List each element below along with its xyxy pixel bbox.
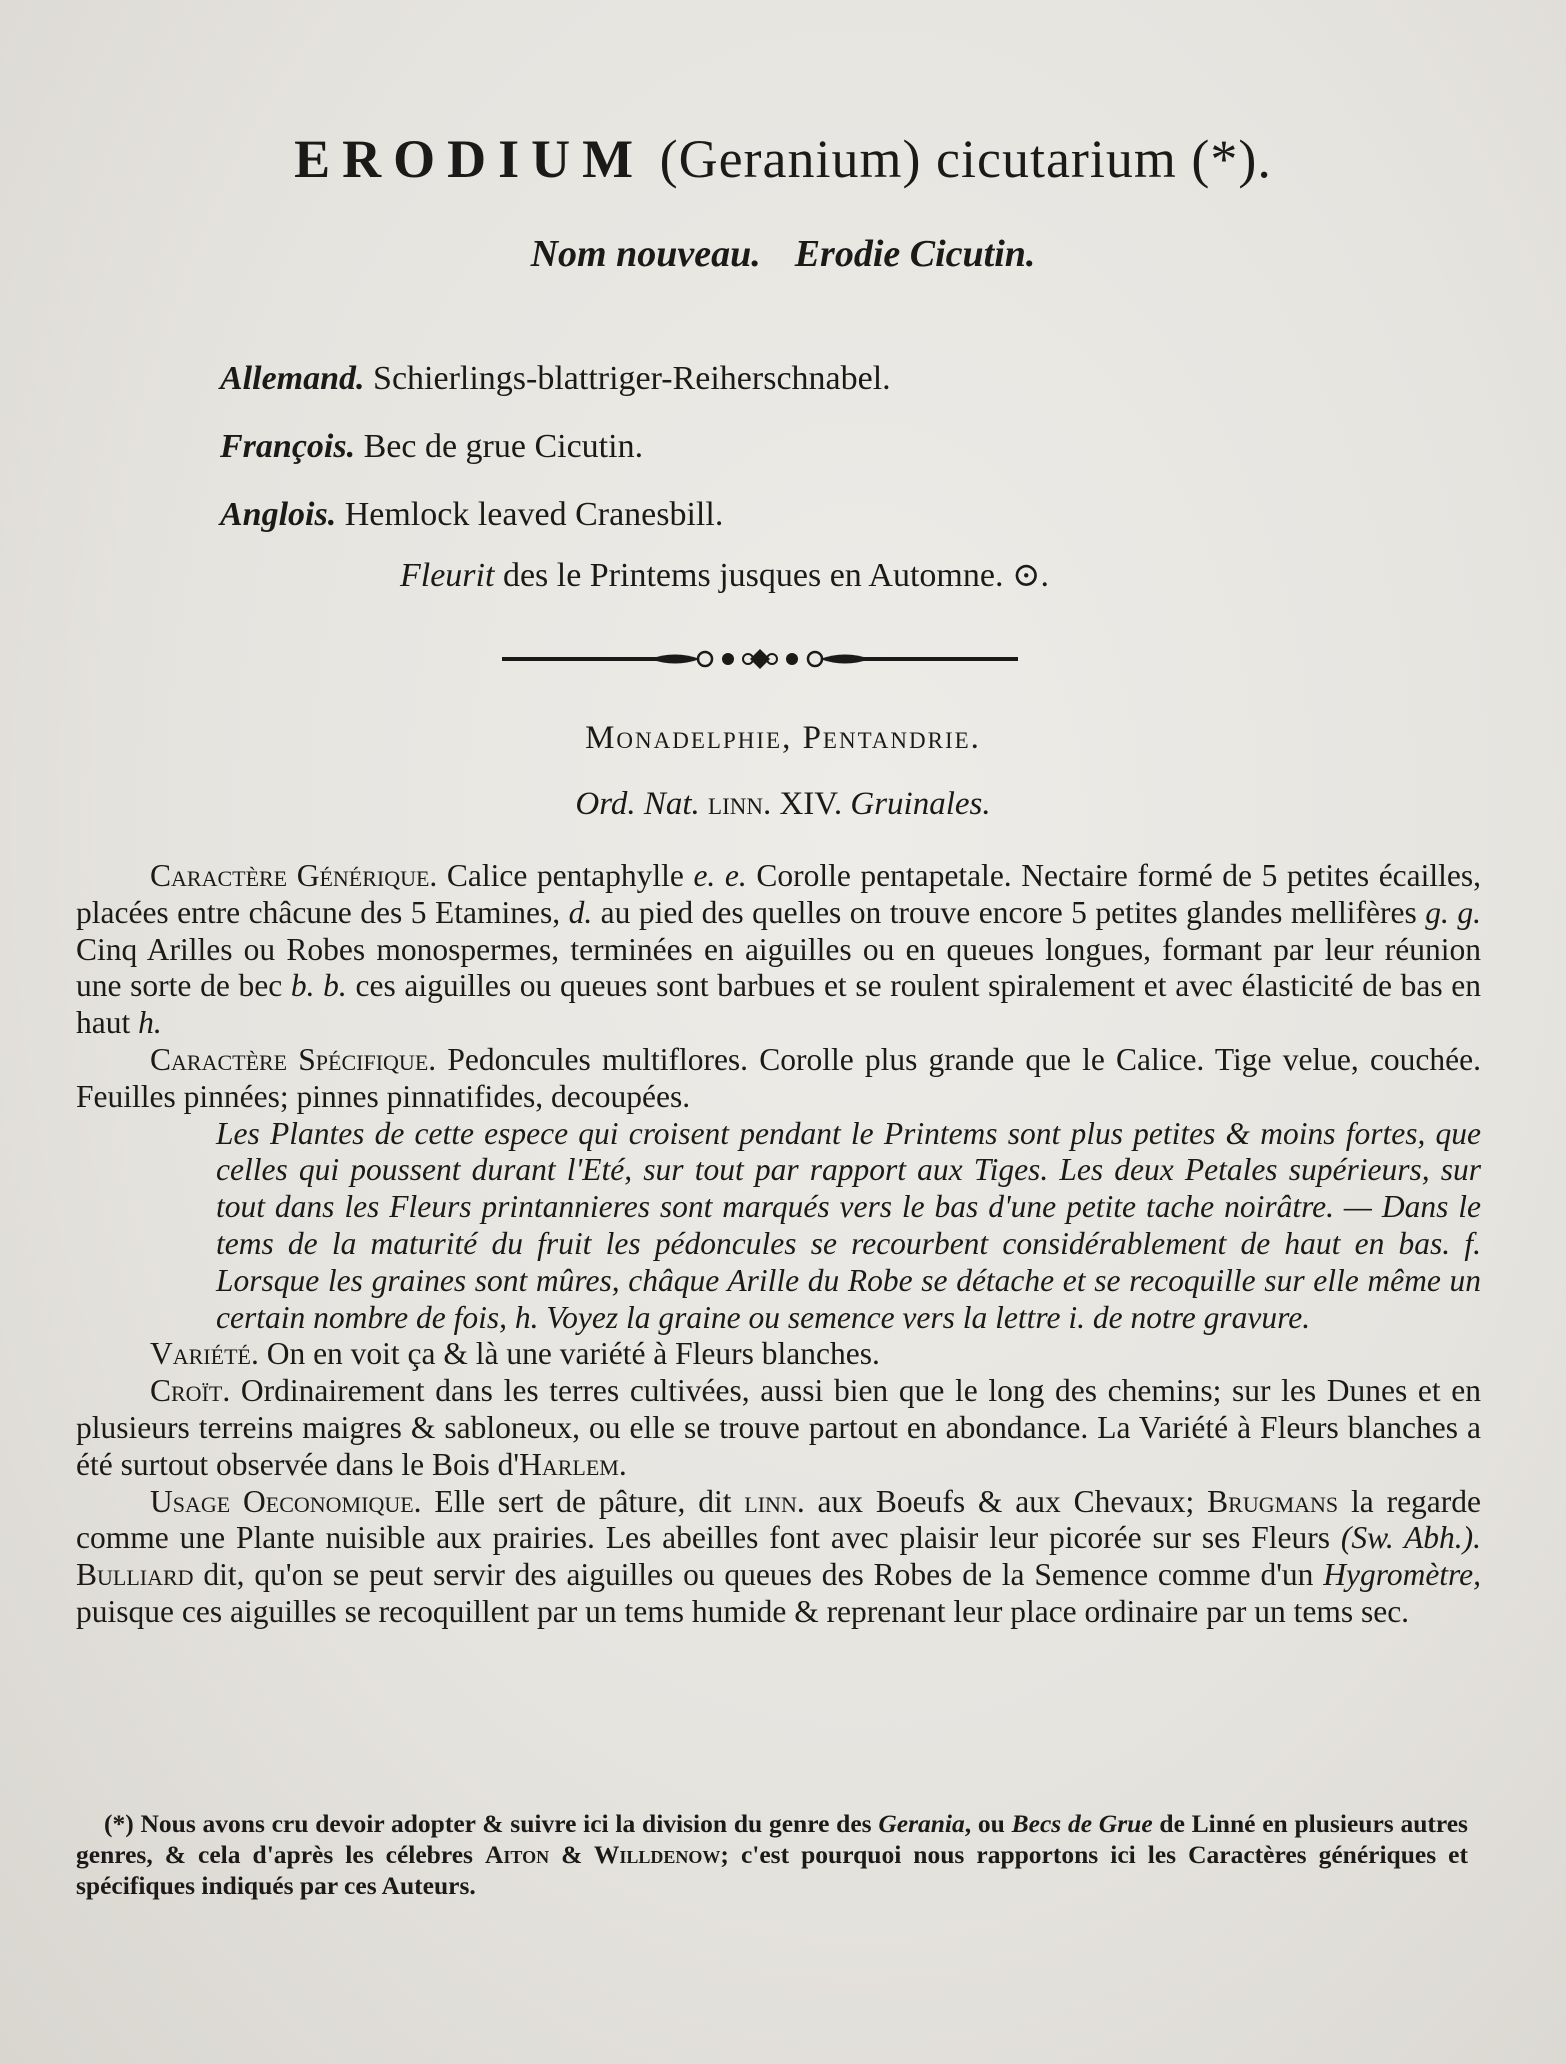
observation-paragraph: Les Plantes de cette espece qui croisent pendant le Printems sont plus petites & moins fortes, que celles qui poussent durant l'Eté, sur tout par rapport aux Tiges. Les deux Petales supérieurs, sur tout dans les Fleurs printannieres sont marqués vers le bas d'une petite tache noirâtre. — Dans le tems de la maturité du fruit les pédoncules se recourbent considérablement de haut en bas. f. Lorsque les graines sont mûres, châque Arille du Robe se détache et se recoquille sur elle même un certain nombre de fois, h. Voyez la graine ou semence vers la lettre i. de notre gravure.: [216, 1115, 1481, 1335]
annual-symbol: ⊙.: [1011, 557, 1049, 594]
paragraph-text: la regarde comme une Plante nuisible aux prairies. Les abeilles font avec plaisir leur picorée sur ses Fleurs: [76, 1483, 1482, 1556]
order-family: Gruinales.: [850, 786, 991, 822]
place-name: Harlem.: [519, 1446, 627, 1482]
natural-order-line: [0, 786, 1566, 823]
footnote-text: Nous avons cru devoir adopter & suivre ici la division du genre des: [133, 1809, 879, 1838]
paragraph-text: puisque ces aiguilles se recoquillent par un tems humide & reprenant leur place ordinaire par un tems sec.: [76, 1593, 1410, 1629]
footnote-text: , ou: [964, 1809, 1012, 1838]
term-emphasis: Hygromètre,: [1323, 1557, 1481, 1593]
author-name: Bulliard: [76, 1557, 194, 1593]
paragraph-text: au pied des quelles on trouve encore 5 petites glandes mellifères: [592, 894, 1426, 930]
new-name-line: [0, 232, 1566, 276]
footnote-mark: (*): [104, 1809, 134, 1838]
classification-line: Monadelphie, Pentandrie.: [585, 720, 981, 756]
section-label: Usage Oeconomique.: [150, 1483, 422, 1519]
linnaeus-abbrev: linn.: [708, 786, 772, 822]
species-name: cicutarium: [936, 129, 1177, 189]
paragraph-text: aux Boeufs & aux Chevaux;: [804, 1483, 1208, 1519]
paragraph-text: Ordinairement dans les terres cultivées, aussi bien que le long des chemins; sur les Dunes et en plusieurs terreins maigres & sabloneux, ou elle se trouve partout en abondance. La Variété à Fleurs blanches a été surtout observée dans le Bois d': [76, 1373, 1481, 1482]
common-name-lang: François.: [220, 428, 356, 465]
specific-character-paragraph: [76, 1042, 1481, 1116]
figure-ref: h.: [138, 1005, 162, 1041]
common-name-value: Hemlock leaved Cranesbill.: [344, 496, 724, 533]
paragraph-text: Elle sert de pâture, dit: [434, 1483, 745, 1519]
author-name: linn.: [744, 1483, 805, 1519]
common-names-list: [220, 345, 891, 549]
section-label: Caractère Spécifique.: [150, 1041, 437, 1077]
figure-ref: e. e.: [693, 858, 747, 893]
order-number: XIV.: [779, 786, 843, 822]
figure-ref: b. b.: [290, 968, 347, 1004]
common-name-value: Schierlings-blattriger-Reiherschnabel.: [373, 360, 891, 397]
paragraph-text: Cinq Arilles ou Robes monospermes, terminées en aiguilles ou en queues longues, formant par leur réunion une sorte de bec: [76, 931, 1481, 1004]
footnote-emphasis: Gerania: [878, 1809, 965, 1838]
natural-order-label: Ord. Nat.: [575, 786, 700, 822]
paragraph-text: ces aiguilles ou queues sont barbues et se roulent spiralement et avec élasticité de bas en haut: [76, 968, 1482, 1041]
footnote-text: c'est pourquoi nous rapportons ici les Caractères génériques et spécifiques indiqués par ces Auteurs.: [76, 1840, 1468, 1900]
section-label: Variété.: [150, 1336, 259, 1372]
common-name-english: [220, 481, 891, 549]
flowering-period: [400, 555, 1049, 595]
paragraph-text: dit, qu'on se peut servir des aiguilles ou queues des Robes de la Semence comme d'un: [193, 1557, 1324, 1593]
ornament-divider-icon: [500, 646, 1020, 672]
footnote-authors: Aiton & Willdenow;: [484, 1840, 729, 1869]
new-name-label: Nom nouveau.: [530, 233, 761, 275]
flowering-text: des le Printems jusques en Automne.: [502, 557, 1004, 594]
section-label: Croït.: [150, 1373, 231, 1409]
paragraph-text: Pedoncules multiflores. Corolle plus grande que le Calice. Tige velue, couchée. Feuilles pinnées; pinnes pinnatifides, decoupées.: [76, 1041, 1481, 1114]
genus-synonym: (Geranium): [659, 129, 922, 189]
common-name-french: [220, 413, 891, 481]
footnote: [76, 1808, 1468, 1901]
title-note-mark: (*).: [1191, 129, 1272, 189]
common-name-lang: Anglois.: [220, 496, 337, 533]
variety-paragraph: [76, 1336, 1481, 1373]
economic-use-paragraph: [76, 1484, 1481, 1631]
footnote-emphasis: Becs de Grue: [1011, 1809, 1153, 1838]
new-name-value: Erodie Cicutin.: [794, 233, 1036, 275]
figure-ref: g. g.: [1425, 894, 1481, 930]
habitat-paragraph: [76, 1373, 1481, 1483]
flowering-label: Fleurit: [400, 557, 495, 594]
common-name-value: Bec de grue Cicutin.: [363, 428, 644, 465]
paragraph-text: Calice pentaphylle: [446, 858, 694, 893]
footnote-text: de Linné en plusieurs autres genres, & cela d'après les célebres: [76, 1809, 1468, 1869]
paragraph-text: On en voit ça & là une variété à Fleurs blanches.: [266, 1336, 880, 1372]
section-label: Caractère Générique.: [150, 858, 438, 893]
author-name: Brugmans: [1207, 1483, 1339, 1519]
generic-character-paragraph: [76, 858, 1481, 1042]
paragraph-text: Corolle pentapetale. Nectaire formé de 5 petites écailles, placées entre châcune des 5 Etamines,: [76, 858, 1482, 930]
common-name-german: [220, 345, 891, 413]
common-name-lang: Allemand.: [220, 360, 365, 397]
citation-ref: (Sw. Abh.).: [1340, 1520, 1482, 1556]
bleed-through-shadow: [1240, 320, 1249, 358]
description-body: [76, 858, 1481, 1631]
page-title: [0, 128, 1566, 190]
figure-ref: d.: [568, 894, 593, 930]
genus-name: ERODIUM: [294, 129, 646, 189]
